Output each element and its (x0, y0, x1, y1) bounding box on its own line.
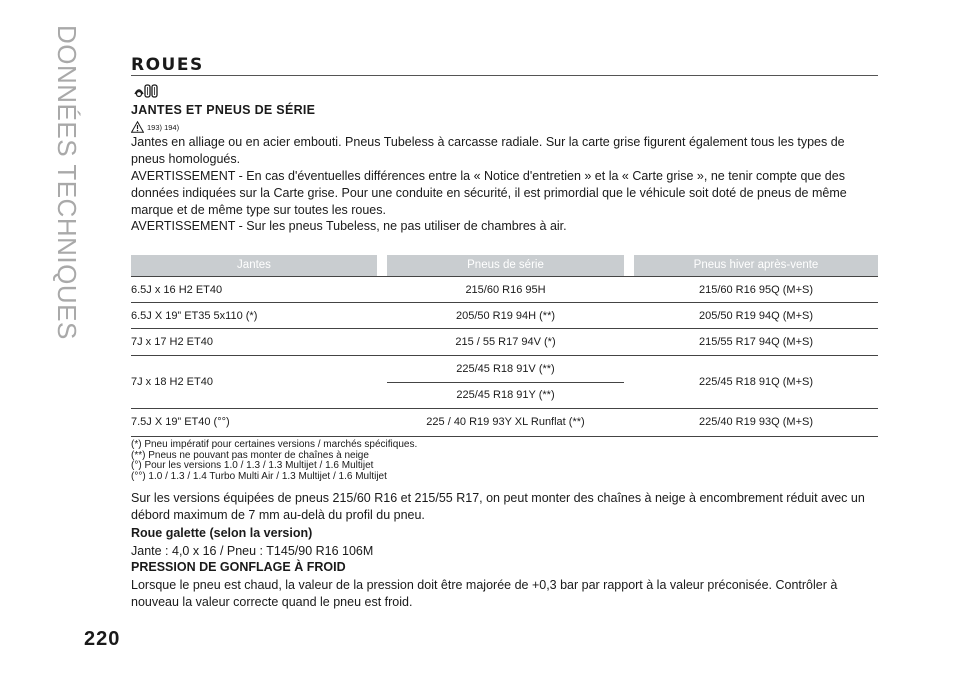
winter-tyre-cell: 215/60 R16 95Q (M+S) (698, 284, 814, 296)
column-header-standard-tyres: Pneus de série (387, 255, 624, 276)
table-subdivider (387, 382, 624, 383)
winter-tyre-cell: 205/50 R19 94Q (M+S) (698, 310, 814, 322)
standard-tyre-cell: 225/45 R18 91Y (**) (456, 389, 555, 401)
footnote: (**) Pneus ne pouvant pas monter de chaînes à neige (131, 449, 369, 461)
rim-cell: 7.5J X 19” ET40 (°°) (131, 416, 230, 428)
table-divider (131, 436, 878, 437)
winter-tyre-cell: 225/45 R18 91Q (M+S) (698, 376, 814, 388)
pressure-paragraph: Lorsque le pneu est chaud, la valeur de la pression doit être majorée de +0,3 bar par rapport à la valeur préconisée. Contrôler à nouveau la valeur correcte quand le pneu est froid. (131, 578, 838, 609)
chapter-side-label: DONNÉES TECHNIQUES (52, 25, 82, 340)
table-divider (131, 328, 878, 329)
standard-tyre-cell: 215 / 55 R17 94V (*) (455, 336, 556, 348)
footnote: (*) Pneu impératif pour certaines versions / marchés spécifiques. (131, 439, 418, 450)
table-divider (131, 276, 878, 277)
warning-paragraph: AVERTISSEMENT - En cas d'éventuelles différences entre la « Notice d'entretien » et la « Carte grise », ne tenir compte que des données indiquées sur la Carte grise. Pour une conduite en sécurité, il est primordial que le véhicule soit doté de pneus de même marque et de même type sur toutes les roues. (131, 169, 847, 217)
winter-tyre-cell: 215/55 R17 94Q (M+S) (698, 336, 814, 348)
winter-tyre-cell: 225/40 R19 93Q (M+S) (698, 416, 814, 428)
column-header-rims: Jantes (131, 255, 377, 276)
table-notes (131, 440, 417, 482)
standard-tyre-cell: 225 / 40 R19 93Y XL Runflat (**) (426, 416, 585, 428)
warning-icon (131, 121, 144, 133)
warning-reference (131, 120, 179, 134)
tire-icon (133, 82, 161, 100)
pressure-heading: PRESSION DE GONFLAGE À FROID (131, 560, 346, 574)
table-divider (131, 302, 878, 303)
intro-paragraph: Jantes en alliage ou en acier embouti. Pneus Tubeless à carcasse radiale. Sur la carte grise figurent également tous les types de pneus homologués. (131, 135, 845, 166)
tubeless-warning: AVERTISSEMENT - Sur les pneus Tubeless, ne pas utiliser de chambres à air. (131, 219, 567, 233)
table-header (131, 255, 878, 276)
spare-wheel-spec: Jante : 4,0 x 16 / Pneu : T145/90 R16 106M (131, 544, 374, 558)
rim-cell: 7J x 18 H2 ET40 (131, 376, 213, 388)
table-divider (131, 355, 878, 356)
standard-tyre-cell: 215/60 R16 95H (465, 284, 546, 296)
page-number: 220 (84, 628, 121, 650)
rim-cell: 6.5J X 19” ET35 5x110 (*) (131, 310, 258, 322)
section-title: ROUES (131, 55, 204, 75)
warning-refs: 193) 194) (147, 122, 180, 132)
rim-cell: 6.5J x 16 H2 ET40 (131, 284, 223, 296)
standard-tyre-cell: 225/45 R18 91V (**) (456, 363, 555, 375)
footnote: (°) Pour les versions 1.0 / 1.3 / 1.3 Multijet / 1.6 Multijet (131, 460, 374, 471)
spare-wheel-heading: Roue galette (selon la version) (131, 526, 313, 540)
subsection-title: JANTES ET PNEUS DE SÉRIE (131, 103, 316, 117)
table-divider (131, 408, 878, 409)
section-divider (131, 75, 878, 76)
snow-chains-paragraph: Sur les versions équipées de pneus 215/60 R16 et 215/55 R17, on peut monter des chaînes à neige à encombrement réduit avec un débord maximum de 7 mm au-delà du profil du pneu. (131, 491, 865, 522)
rim-cell: 7J x 17 H2 ET40 (131, 336, 213, 348)
standard-tyre-cell: 205/50 R19 94H (**) (455, 310, 556, 322)
column-header-winter-tyres: Pneus hiver après-vente (634, 255, 878, 276)
footnote: (°°) 1.0 / 1.3 / 1.4 Turbo Multi Air / 1.3 Multijet / 1.6 Multijet (131, 470, 387, 482)
